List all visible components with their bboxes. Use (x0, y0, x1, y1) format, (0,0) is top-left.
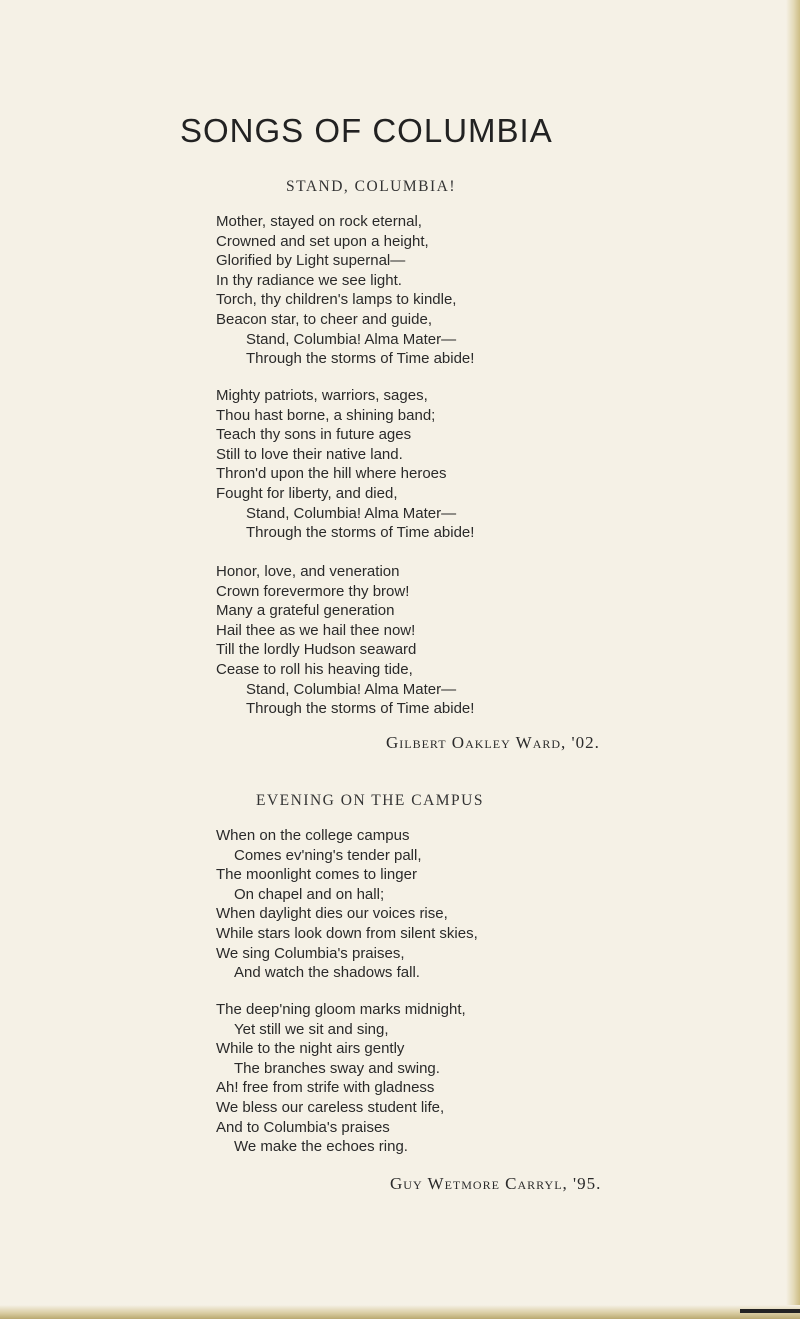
poem-1-author: Gilbert Oakley Ward, '02. (386, 733, 600, 752)
verse-line: Through the storms of Time abide! (246, 350, 475, 368)
verse-line: Stand, Columbia! Alma Mater— (246, 330, 457, 348)
poem-2-author: Guy Wetmore Carryl, '95. (390, 1174, 602, 1193)
verse-line: Crowned and set upon a height, (216, 232, 429, 250)
verse-line: Thron'd upon the hill where heroes (216, 465, 447, 483)
verse-line: Through the storms of Time abide! (246, 524, 475, 542)
page-edge-bottom (0, 1305, 800, 1319)
verse-line: When daylight dies our voices rise, (216, 905, 448, 923)
verse-line: Mighty patriots, warriors, sages, (216, 387, 428, 404)
poem-2-stanza-2 (216, 1000, 466, 1157)
verse-line: We sing Columbia's praises, (216, 944, 405, 962)
verse-line: Hail thee as we hail thee now! (216, 621, 416, 639)
verse-line: While stars look down from silent skies, (216, 924, 478, 942)
poem-1-stanza-3 (216, 562, 474, 719)
verse-line: Till the lordly Hudson seaward (216, 641, 417, 659)
poem-1-stanza-2 (216, 386, 474, 543)
verse-line: Crown forevermore thy brow! (216, 582, 410, 600)
verse-line: Stand, Columbia! Alma Mater— (246, 504, 457, 522)
book-page: SONGS OF COLUMBIA STAND, COLUMBIA! Mother, stayed on rock eternal, Crowned and set upon a height, Glorified by Light supernal— In thy radiance we see light. Torch, thy children's lamps to kindle, Beacon star, to cheer and guide, Stand, Columbia! Alma Mater— Through the storms of Time abide! Mighty patriots, warriors, sages, Thou hast borne, a shining band; Teach thy sons in future ages Still to love their native land. Thron'd upon the hill where heroes Fought for liberty, and died, Stand, Columbia! Alma Mater— Through the storms of Time abide! Honor, love, and veneration Crown forevermore thy brow! Many a grateful generation Hail thee as we hail thee now! Till the lordly Hudson seaward Cease to roll his heaving tide, Stand, Columbia! Alma Mater— Through the storms of Time abide! Gilbert Oakley Ward, '02. EVENING ON THE CAMPUS When on the college campus Comes ev'ning's tender pall, The moonlight comes to linger On chapel and on hall; When daylight dies our voices rise, While stars look down from silent skies, We sing Columbia's praises, And watch the shadows fall. The deep'ning gloom marks midnight, Yet still we sit and sing, While to the night airs gently The branches sway and swing. Ah! free from strife with gladness We bless our careless student life, And to Columbia's praises We make the echoes ring. Guy Wetmore Carryl, '95. (0, 0, 800, 1319)
verse-line: And to Columbia's praises (216, 1118, 390, 1136)
verse-line: On chapel and on hall; (234, 885, 385, 903)
verse-line: Teach thy sons in future ages (216, 426, 412, 444)
verse-line: Honor, love, and veneration (216, 563, 400, 580)
verse-line: Mother, stayed on rock eternal, (216, 213, 422, 230)
verse-line: While to the night airs gently (216, 1040, 405, 1058)
verse-line: We make the echoes ring. (234, 1138, 408, 1156)
page-edge-right (786, 0, 800, 1319)
verse-line: Torch, thy children's lamps to kindle, (216, 291, 457, 309)
verse-line: Still to love their native land. (216, 445, 403, 463)
verse-line: Stand, Columbia! Alma Mater— (246, 680, 457, 698)
verse-line: In thy radiance we see light. (216, 271, 402, 289)
verse-line: Ah! free from strife with gladness (216, 1079, 435, 1097)
verse-line: The branches sway and swing. (234, 1059, 440, 1077)
verse-line: And watch the shadows fall. (234, 964, 420, 982)
verse-line: Through the storms of Time abide! (246, 700, 475, 718)
verse-line: The deep'ning gloom marks midnight, (216, 1001, 466, 1018)
poem-2-stanza-1 (216, 826, 478, 983)
verse-line: Beacon star, to cheer and guide, (216, 310, 432, 328)
poem-1-stanza-1 (216, 212, 474, 369)
verse-line: When on the college campus (216, 827, 410, 844)
verse-line: We bless our careless student life, (216, 1098, 445, 1116)
verse-line: Comes ev'ning's tender pall, (234, 846, 422, 864)
verse-line: Cease to roll his heaving tide, (216, 660, 413, 678)
verse-line: Many a grateful generation (216, 602, 395, 620)
verse-line: Thou hast borne, a shining band; (216, 406, 436, 424)
page-title: SONGS OF COLUMBIA (180, 112, 553, 149)
verse-line: Glorified by Light supernal— (216, 252, 406, 270)
verse-line: Yet still we sit and sing, (234, 1020, 389, 1038)
verse-line: Fought for liberty, and died, (216, 484, 398, 502)
page-edge-shadow (740, 1309, 800, 1313)
verse-line: The moonlight comes to linger (216, 866, 417, 884)
